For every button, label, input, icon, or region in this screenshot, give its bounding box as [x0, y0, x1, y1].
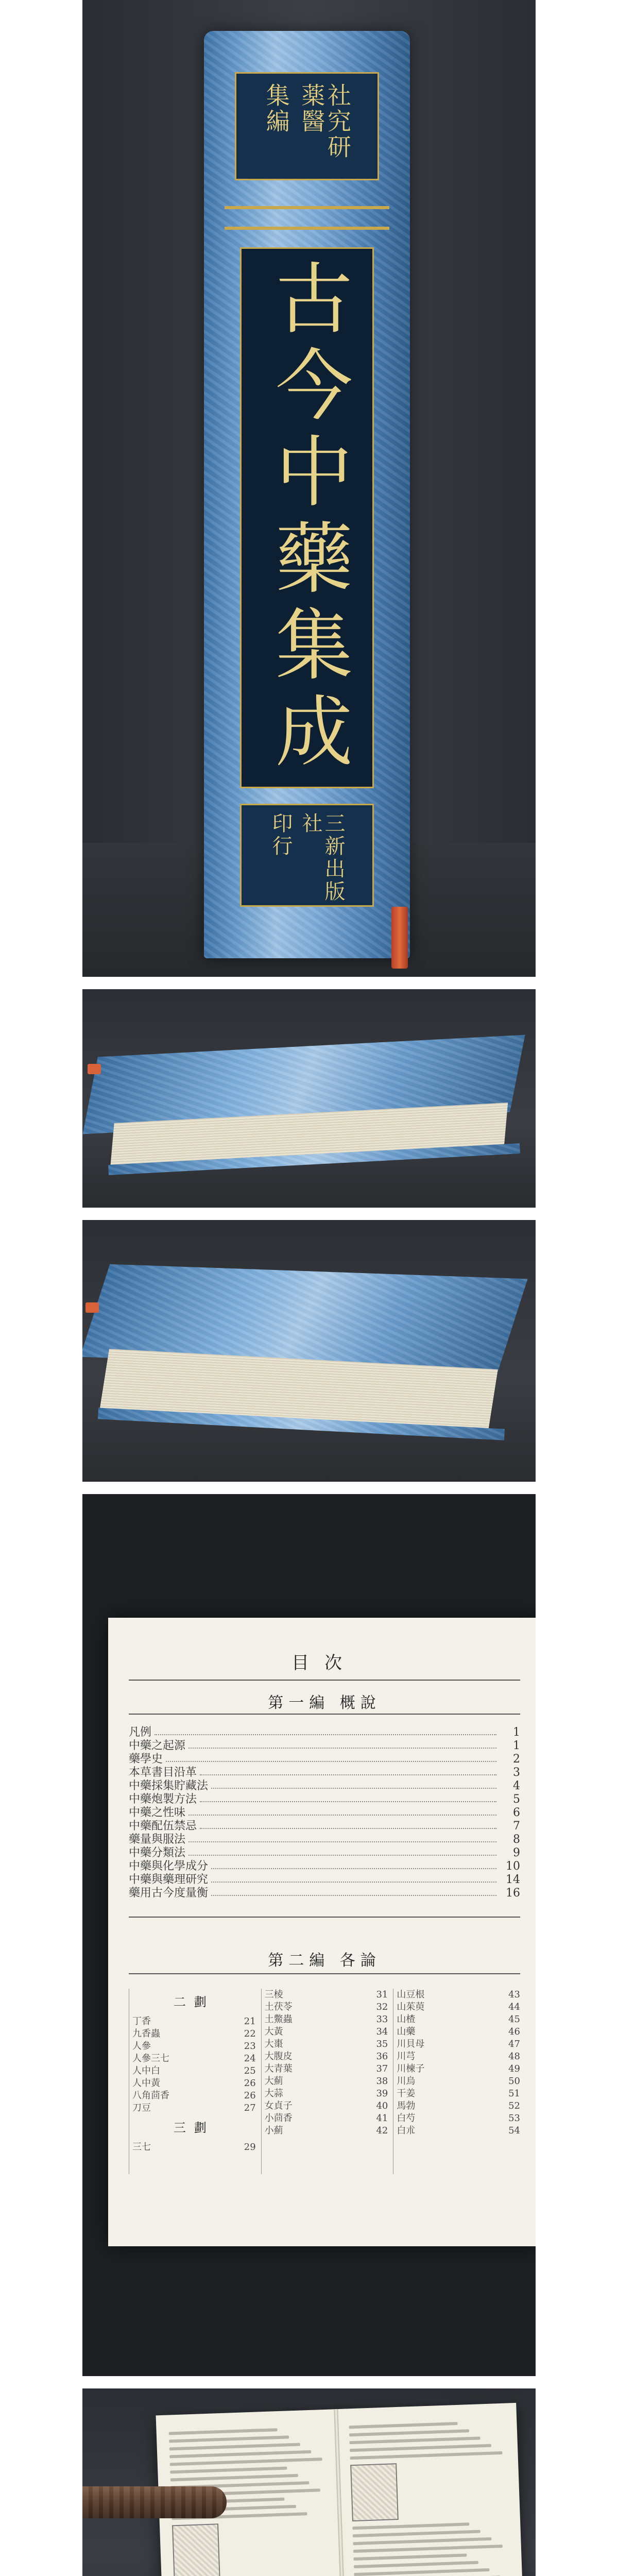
index-entry — [265, 2088, 388, 2100]
index-entry — [132, 2102, 256, 2114]
entry-title: 中藥採集貯藏法 — [129, 1780, 209, 1792]
entry-title: 凡例 — [129, 1726, 152, 1739]
entry-title: 山豆根 — [397, 1989, 425, 2000]
index-entry — [397, 2026, 520, 2038]
entry-page: 14 — [506, 1873, 520, 1886]
text-line — [353, 2553, 467, 2561]
entry-title: 九香蟲 — [132, 2028, 160, 2039]
entry-page: 23 — [244, 2041, 256, 2052]
entry-title: 小薊 — [264, 2125, 283, 2136]
entry-title: 藥量與服法 — [129, 1833, 186, 1846]
leader-dots — [200, 1820, 496, 1829]
leader-dots — [188, 1846, 496, 1856]
entry-page: 6 — [513, 1806, 520, 1819]
index-entry — [397, 2075, 520, 2088]
entry-title: 丁香 — [132, 2016, 151, 2027]
book-side-photo-1 — [82, 989, 536, 1208]
entry-title: 中藥炮製方法 — [129, 1793, 197, 1806]
entry-title: 人參 — [132, 2041, 151, 2052]
bookmark-ribbon — [88, 1064, 101, 1074]
entry-title: 土茯苓 — [264, 2002, 293, 2012]
spine-publisher-label — [235, 72, 379, 180]
book-spine — [204, 31, 410, 958]
open-book-photo-1 — [82, 2388, 536, 2576]
entry-page: 25 — [244, 2065, 256, 2076]
entry-title: 小茴香 — [264, 2113, 293, 2124]
index-entry — [132, 2015, 256, 2028]
text-line — [353, 2537, 491, 2545]
index-entry — [132, 2065, 256, 2077]
entry-title: 三七 — [132, 2142, 151, 2153]
entry-page: 45 — [508, 2014, 521, 2025]
entry-page: 10 — [506, 1860, 520, 1873]
text-line — [170, 2458, 322, 2466]
divider — [129, 1917, 520, 1918]
entry-title: 大薊 — [264, 2076, 283, 2087]
index-entry — [265, 2050, 388, 2063]
entry-page: 37 — [376, 2063, 388, 2074]
contents-entry — [129, 1873, 520, 1887]
entry-page: 5 — [513, 1793, 520, 1806]
spine-bottom-line-2: 印行 — [269, 812, 293, 858]
divider — [129, 1973, 520, 1974]
stroke-group-heading: 三劃 — [173, 2121, 215, 2135]
contents-entry — [129, 1887, 520, 1900]
entry-page: 21 — [244, 2016, 256, 2027]
text-line — [352, 2522, 469, 2530]
entry-page: 26 — [244, 2078, 256, 2089]
index-entry — [397, 2100, 520, 2112]
entry-page: 1 — [513, 1739, 520, 1752]
text-line — [169, 2435, 289, 2443]
entry-title: 白芍 — [397, 2113, 416, 2124]
index-entry — [397, 2112, 520, 2125]
entry-page: 43 — [508, 1989, 521, 2000]
contents-entry — [129, 1846, 520, 1860]
text-line — [350, 2444, 491, 2452]
leader-dots — [188, 1806, 496, 1816]
index-entry — [397, 2038, 520, 2050]
index-entry — [397, 2125, 520, 2137]
entry-page: 27 — [244, 2103, 256, 2113]
spine-top-line-2: 集編 — [262, 83, 290, 134]
index-entry — [132, 2141, 256, 2154]
text-line — [350, 2436, 480, 2444]
spine-title: 古今中藥集成 — [262, 258, 352, 777]
index-entry — [132, 2090, 256, 2102]
entry-title: 藥學史 — [129, 1753, 163, 1766]
stroke-group-heading: 二劃 — [173, 1995, 215, 2009]
contents-page — [108, 1618, 536, 2246]
spine-imprint-label — [240, 804, 374, 907]
spine-gold-rule — [225, 206, 389, 209]
entry-page: 29 — [244, 2142, 256, 2153]
entry-page: 51 — [508, 2088, 521, 2099]
index-entry — [397, 2050, 520, 2063]
index-column — [261, 1989, 388, 2174]
entry-page: 53 — [508, 2113, 521, 2124]
entry-title: 中藥與藥理研究 — [129, 1873, 209, 1886]
leader-dots — [200, 1793, 496, 1802]
entry-title: 大蒜 — [264, 2088, 283, 2099]
index-entry — [265, 2026, 388, 2038]
entry-page: 38 — [376, 2076, 388, 2087]
divider — [129, 1714, 520, 1715]
contents-entry — [129, 1806, 520, 1820]
index-entry — [265, 2100, 388, 2112]
contents-page-photo — [82, 1494, 536, 2376]
entry-title: 川楝子 — [397, 2063, 425, 2074]
entry-page: 47 — [508, 2039, 521, 2049]
entry-page: 32 — [376, 2002, 388, 2012]
index-entry — [265, 2112, 388, 2125]
leader-dots — [154, 1726, 496, 1735]
index-entry — [265, 2075, 388, 2088]
entry-title: 藥用古今度量衡 — [129, 1887, 209, 1900]
index-entry — [265, 1989, 388, 2001]
entry-page: 36 — [376, 2051, 388, 2062]
entry-page: 4 — [513, 1780, 520, 1792]
entry-title: 馬勃 — [397, 2100, 416, 2111]
entry-page: 1 — [513, 1726, 520, 1739]
section-2-columns — [129, 1989, 520, 2174]
text-line — [169, 2450, 311, 2459]
index-entry — [265, 2063, 388, 2075]
entry-title: 八角茴香 — [132, 2090, 169, 2101]
entry-title: 干姜 — [397, 2088, 416, 2099]
spine-bottom-line-1: 三新出版社 — [299, 812, 345, 903]
bookmark-ribbon — [85, 1302, 99, 1313]
entry-title: 川貝母 — [397, 2039, 425, 2049]
entry-title: 川芎 — [397, 2051, 416, 2062]
leader-dots — [166, 1753, 496, 1762]
leader-dots — [211, 1887, 496, 1896]
index-entry — [397, 1989, 520, 2001]
entry-title: 人中白 — [132, 2065, 160, 2076]
spine-photo — [82, 0, 536, 977]
text-line — [353, 2545, 503, 2553]
text-line — [169, 2443, 300, 2451]
text-line — [350, 2451, 503, 2460]
leader-dots — [200, 1766, 496, 1775]
text-line — [169, 2428, 278, 2435]
entry-page: 44 — [508, 2002, 521, 2012]
index-entry — [265, 2038, 388, 2050]
index-entry — [132, 2053, 256, 2065]
text-line — [354, 2568, 489, 2576]
entry-title: 山茱萸 — [397, 2002, 425, 2012]
leader-dots — [211, 1873, 496, 1883]
entry-title: 大棗 — [264, 2039, 283, 2049]
entry-title: 白朮 — [397, 2125, 416, 2136]
entry-page: 50 — [508, 2076, 521, 2087]
contents-entry — [129, 1793, 520, 1806]
index-column — [129, 1989, 256, 2174]
contents-entry — [129, 1833, 520, 1846]
entry-title: 人中黃 — [132, 2078, 160, 2089]
entry-page: 9 — [513, 1846, 520, 1859]
entry-title: 中藥之起源 — [129, 1739, 186, 1752]
contents-entry — [129, 1726, 520, 1739]
text-line — [353, 2530, 480, 2538]
index-entry — [265, 2001, 388, 2013]
entry-title: 大腹皮 — [264, 2051, 293, 2062]
page-illustration — [172, 2523, 220, 2576]
index-entry — [132, 2040, 256, 2053]
entry-page: 40 — [376, 2100, 388, 2111]
section-1-list — [129, 1726, 520, 1900]
entry-title: 川烏 — [397, 2076, 416, 2087]
entry-title: 土鱉蟲 — [264, 2014, 293, 2025]
entry-page: 42 — [376, 2125, 388, 2136]
entry-title: 人參三七 — [132, 2053, 169, 2064]
entry-title: 刀豆 — [132, 2103, 151, 2113]
text-line — [170, 2474, 298, 2482]
leader-dots — [188, 1739, 496, 1749]
index-entry — [132, 2028, 256, 2040]
spine-top-line-1: 社究研薬醫 — [298, 83, 352, 160]
leader-dots — [188, 1833, 496, 1842]
entry-page: 22 — [244, 2028, 256, 2039]
contents-entry — [129, 1860, 520, 1873]
contents-entry — [129, 1753, 520, 1766]
bookmark-ribbon — [391, 907, 408, 969]
entry-title: 女貞子 — [264, 2100, 293, 2111]
book-side-photo-2 — [82, 1220, 536, 1482]
entry-page: 26 — [244, 2090, 256, 2101]
entry-title: 中藥之性味 — [129, 1806, 186, 1819]
entry-page: 33 — [376, 2014, 388, 2025]
index-entry — [397, 2063, 520, 2075]
wooden-rod — [82, 2486, 227, 2518]
index-entry — [132, 2077, 256, 2090]
leader-dots — [211, 1780, 496, 1789]
index-entry — [397, 2013, 520, 2026]
index-column — [393, 1989, 520, 2174]
divider — [129, 1680, 520, 1681]
entry-page: 54 — [508, 2125, 521, 2136]
entry-page: 7 — [513, 1820, 520, 1833]
contents-entry — [129, 1820, 520, 1833]
leader-dots — [211, 1860, 496, 1869]
text-line — [349, 2429, 469, 2436]
entry-title: 中藥與化學成分 — [129, 1860, 209, 1873]
index-entry — [397, 2001, 520, 2013]
entry-title: 三棱 — [264, 1989, 283, 2000]
contents-entry — [129, 1739, 520, 1753]
entry-page: 49 — [508, 2063, 521, 2074]
spine-title-label — [240, 247, 374, 788]
entry-page: 46 — [508, 2026, 521, 2037]
section-2-heading: 第二編 各論 — [268, 1952, 381, 1970]
entry-title: 中藥配伍禁忌 — [129, 1820, 197, 1833]
index-entry — [265, 2125, 388, 2137]
section-1-heading: 第一編 概說 — [268, 1694, 381, 1712]
entry-title: 中藥分類法 — [129, 1846, 186, 1859]
page-illustration — [350, 2463, 399, 2521]
contents-entry — [129, 1780, 520, 1793]
text-line — [170, 2467, 287, 2474]
entry-page: 34 — [376, 2026, 388, 2037]
text-line — [349, 2422, 457, 2429]
entry-page: 48 — [508, 2051, 521, 2062]
entry-page: 24 — [244, 2053, 256, 2064]
index-entry — [265, 2013, 388, 2026]
entry-page: 35 — [376, 2039, 388, 2049]
entry-page: 41 — [376, 2113, 388, 2124]
contents-entry — [129, 1766, 520, 1780]
entry-page: 3 — [513, 1766, 520, 1779]
index-entry — [397, 2088, 520, 2100]
entry-page: 52 — [508, 2100, 521, 2111]
entry-title: 大青葉 — [264, 2063, 293, 2074]
entry-title: 本草書目沿革 — [129, 1766, 197, 1779]
entry-page: 39 — [376, 2088, 388, 2099]
right-page — [336, 2403, 524, 2576]
text-line — [354, 2561, 478, 2568]
entry-page: 31 — [376, 1989, 388, 2000]
entry-page: 16 — [506, 1887, 520, 1900]
contents-heading: 目次 — [291, 1653, 357, 1673]
entry-title: 大黃 — [264, 2026, 283, 2037]
entry-page: 2 — [513, 1753, 520, 1766]
entry-page: 8 — [513, 1833, 520, 1846]
spine-gold-rule — [225, 227, 389, 230]
entry-title: 山藥 — [397, 2026, 416, 2037]
entry-title: 山楂 — [397, 2014, 416, 2025]
